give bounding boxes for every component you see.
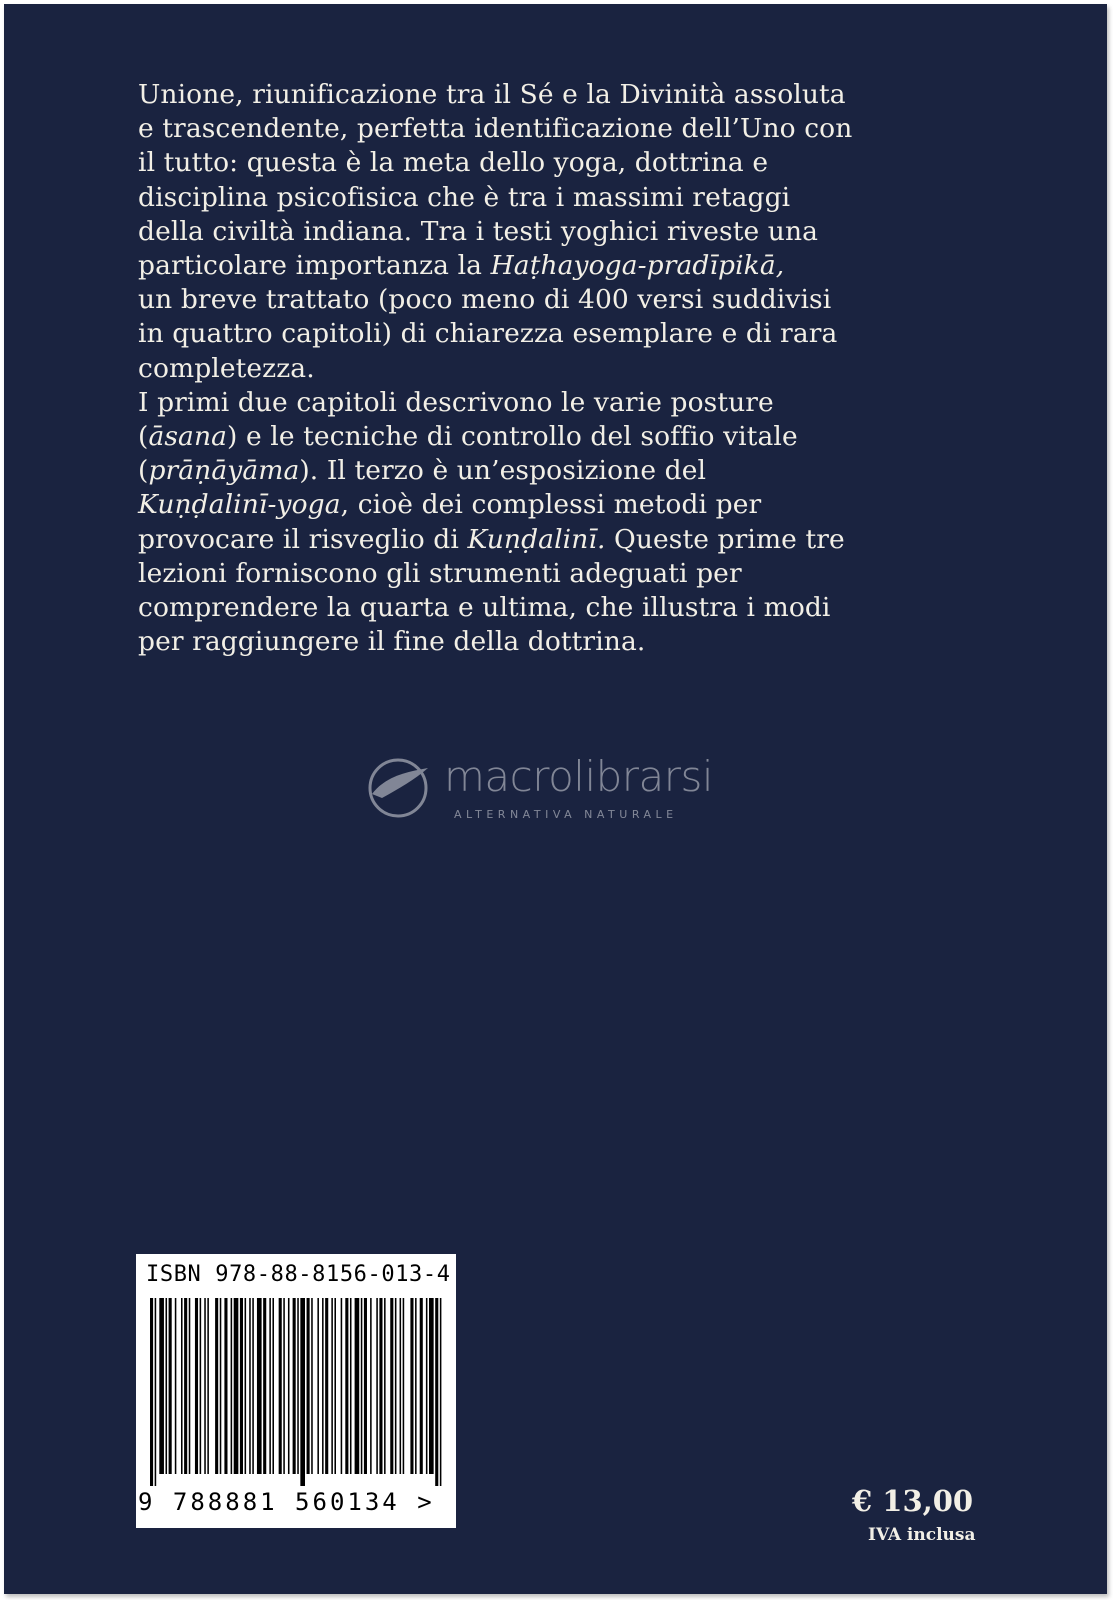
blurb-line: lezioni forniscono gli strumenti adeguati per [138, 557, 742, 589]
barcode-bar [159, 1298, 164, 1474]
blurb-fragment: provocare il risveglio di [138, 523, 468, 555]
price: € 13,00 [852, 1484, 974, 1518]
barcode-bar [345, 1298, 348, 1474]
barcode-bar [435, 1298, 438, 1486]
blurb-line: I primi due capitoli descrivono le varie posture [138, 386, 774, 418]
price-note: IVA inclusa [868, 1525, 976, 1545]
blurb-line [138, 454, 1018, 488]
barcode-bar [245, 1298, 247, 1474]
barcode-bar [257, 1298, 262, 1474]
barcode-bar [395, 1298, 397, 1474]
barcode-bar [224, 1298, 227, 1474]
barcode-bar [175, 1298, 177, 1474]
barcode-bar [269, 1298, 271, 1474]
watermark-logo [362, 752, 782, 832]
blurb-line: completezza. [138, 352, 315, 384]
barcode-bar [240, 1298, 243, 1474]
blurb-fragment: ) e le tecniche di controllo del soffio vitale [227, 421, 798, 453]
blurb-fragment: ( [138, 455, 149, 487]
barcode-bar [263, 1298, 266, 1474]
barcode-bar [440, 1298, 442, 1486]
barcode-bar [204, 1298, 206, 1474]
blurb-term-italic: Kuṇḍalinī-yoga [138, 489, 341, 521]
barcode-bar [429, 1298, 434, 1474]
barcode-bar [220, 1298, 222, 1474]
barcode-bar [376, 1298, 378, 1474]
blurb-line: disciplina psicofisica che è tra i massimi retaggi [138, 181, 791, 213]
barcode-bar [403, 1298, 405, 1474]
barcode-bar [288, 1298, 290, 1474]
barcode-bar [155, 1298, 157, 1486]
blurb-term-italic: prāṇāyāma [148, 455, 300, 487]
blurb-line: il tutto: questa è la meta dello yoga, dottrina e [138, 147, 769, 179]
blurb-line [138, 523, 1018, 557]
barcode-bar [384, 1298, 386, 1474]
blurb-line: Unione, riunificazione tra il Sé e la Divinità assoluta [138, 79, 846, 110]
blurb-text [138, 78, 1018, 659]
blurb-fragment: Queste prime tre [605, 523, 845, 555]
barcode-bar [307, 1298, 310, 1474]
barcode-bar [390, 1298, 393, 1474]
barcode-bar [311, 1298, 313, 1474]
barcode-bar [169, 1298, 172, 1474]
barcode-bar [195, 1298, 198, 1474]
blurb-line [138, 420, 1018, 454]
barcode-bar [150, 1298, 153, 1486]
barcode-bar [166, 1298, 168, 1474]
barcode-bar [361, 1298, 363, 1474]
barcode-digits: 9 788881 560134 > [138, 1488, 435, 1516]
barcode-bar [325, 1298, 328, 1474]
barcode-bar [297, 1298, 299, 1474]
blurb-title-italic: Haṭhayoga-pradīpikā, [490, 250, 785, 282]
blurb-line: della civiltà indiana. Tra i testi yoghici riveste una [138, 215, 819, 247]
barcode-bar [370, 1298, 372, 1474]
blurb-fragment: ( [138, 421, 149, 453]
barcode-bar [200, 1298, 202, 1474]
barcode-bar [234, 1298, 239, 1474]
blurb-line: in quattro capitoli) di chiarezza esemplare e di rara [138, 318, 838, 350]
barcode-bar [410, 1298, 413, 1474]
blurb-term-italic: āsana [148, 421, 228, 453]
blurb-line [138, 249, 1018, 283]
blurb-line: per raggiungere il fine della dottrina. [138, 626, 646, 658]
blurb-fragment: ). Il terzo è un’esposizione del [299, 455, 707, 487]
isbn-number: ISBN 978-88-8156-013-4 [146, 1262, 451, 1287]
barcode-bar [334, 1298, 336, 1474]
barcode-bar [249, 1298, 251, 1474]
barcode-bar [415, 1298, 417, 1474]
barcode-bar [300, 1298, 305, 1486]
barcode-bar [272, 1298, 274, 1474]
barcode-bar [283, 1298, 285, 1474]
barcode-bar [207, 1298, 209, 1474]
blurb-term-italic: Kuṇḍalinī. [467, 523, 606, 555]
barcode-bar [331, 1298, 333, 1474]
watermark-name: macrolibrarsi [444, 752, 714, 801]
barcode-bar [426, 1298, 428, 1474]
blurb-fragment: particolare importanza la [138, 250, 491, 282]
barcode-bar [364, 1298, 367, 1474]
blurb-line: un breve trattato (poco meno di 400 versi suddivisi [138, 284, 832, 316]
leaf-swirl-icon [362, 754, 434, 820]
blurb-fragment: , cioè dei complessi metodi per [340, 489, 762, 521]
barcode-bar [279, 1298, 282, 1474]
barcode-bar [215, 1298, 218, 1474]
barcode-bar [252, 1298, 254, 1474]
isbn-barcode [136, 1254, 456, 1528]
barcode-bar [317, 1298, 319, 1474]
barcode-bar [379, 1298, 382, 1474]
barcode-bars [148, 1298, 444, 1486]
barcode-bar [322, 1298, 324, 1474]
watermark-tagline: ALTERNATIVA NATURALE [454, 808, 678, 821]
barcode-bar [420, 1298, 423, 1474]
barcode-bar [341, 1298, 343, 1474]
barcode-bar [355, 1298, 360, 1474]
barcode-bar [184, 1298, 187, 1474]
barcode-bar [350, 1298, 352, 1474]
barcode-bar [400, 1298, 402, 1474]
barcode-bar [189, 1298, 191, 1474]
barcode-bar [181, 1298, 183, 1474]
blurb-line: comprendere la quarta e ultima, che illustra i modi [138, 592, 831, 624]
blurb-line: e trascendente, perfetta identificazione dell’Uno con [138, 113, 853, 145]
barcode-bar [231, 1298, 233, 1474]
blurb-line [138, 488, 1018, 522]
back-cover [4, 4, 1107, 1594]
barcode-bar [293, 1298, 296, 1474]
